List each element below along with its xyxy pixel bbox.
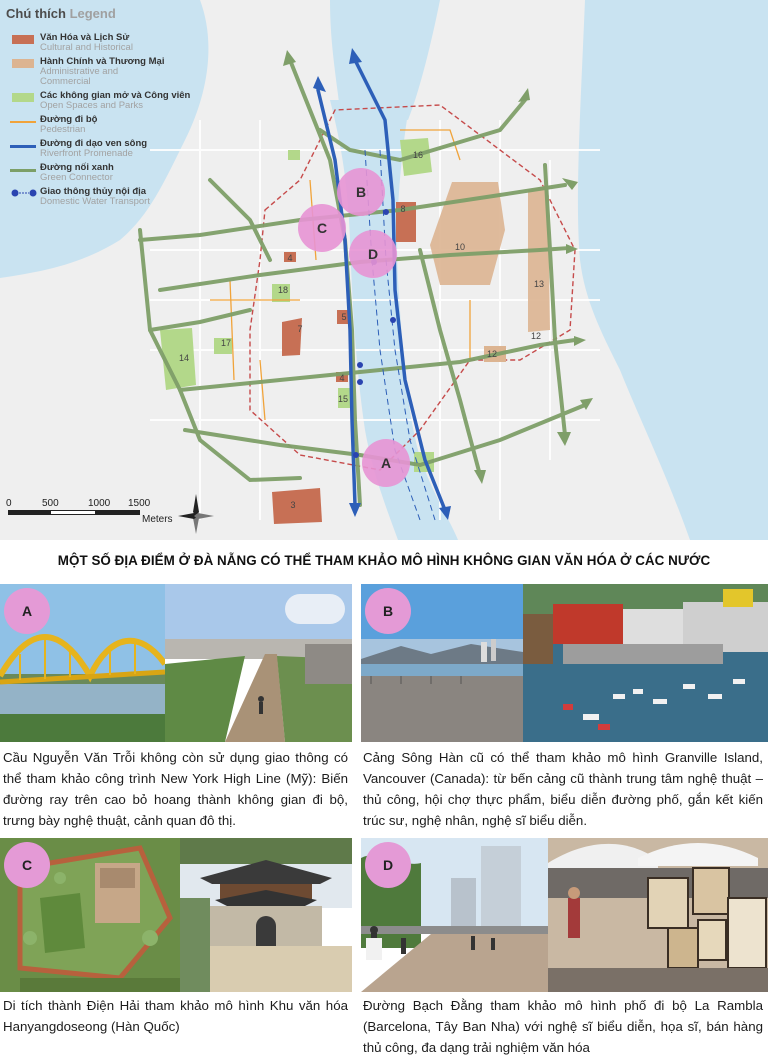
caption-a: Cầu Nguyễn Văn Trỗi không còn sử dụng giao thông có thể tham khảo công trình New York High Line (Mỹ): Biến đường ray trên cao bỏ hoang thành không gian đi bộ, trưng bày nghệ thuật, cảnh quan đô thị. [3,750,348,828]
zone-label: 10 [454,242,466,252]
site-marker-d[interactable] [349,230,397,278]
legend-item-cultural: Văn Hóa và Lịch Sử Cultural and Historical [6,33,196,53]
legend-item-green-connector: Đường nối xanh Green Connector [6,163,196,183]
card-c-photos [0,838,352,992]
badge-b: B [365,588,411,634]
caption-c: Di tích thành Điện Hải tham khảo mô hình Khu văn hóa Hanyangdoseong (Hàn Quốc) [3,998,348,1034]
legend-title: Chú thích Legend [6,6,116,21]
card-b-photos [361,584,768,742]
zone-label: 12 [530,331,542,341]
swatch-open-spaces [12,93,34,102]
badge-c: C [4,842,50,888]
photo-hanyangdoseong [180,838,352,992]
svg-text:C: C [316,220,328,236]
badge-a: A [4,588,50,634]
scale-seg [96,510,140,515]
zone-label: 16 [412,150,424,160]
caption-d: Đường Bạch Đằng tham khảo mô hình phố đi bộ La Rambla (Barcelona, Tây Ban Nha) với nghệ sĩ biểu diễn, họa sĩ, bán hàng thủ công, đa dạng trải nghiệm văn hóa [363,998,763,1055]
svg-text:B: B [355,184,367,200]
section-heading: MỘT SỐ ĐỊA ĐIỂM Ở ĐÀ NẴNG CÓ THỂ THAM KHẢO MÔ HÌNH KHÔNG GIAN VĂN HÓA Ở CÁC NƯỚC [57,553,711,568]
scale-seg [8,510,50,515]
zone-label: 18 [277,285,289,295]
card-d-photos [361,838,768,992]
zone-label: 4 [287,253,293,263]
legend-item-riverfront: Đường đi dạo ven sông Riverfront Promenade [6,139,196,159]
zone-label: 13 [533,279,545,289]
badge-d: D [365,842,411,888]
caption-b: Cảng Sông Hàn cũ có thể tham khảo mô hình Granville Island, Vancouver (Canada): từ bến cảng cũ thành trung tâm nghệ thuật – thủ công, hội chợ thực phẩm, biểu diễn đường phố, gắn kết kiến trúc sư, nghệ nhân, nghệ sĩ biểu diễn. [363,750,763,828]
line-green-connector [10,169,36,172]
photo-granville-island [523,584,768,742]
swatch-administrative [12,59,34,68]
photo-high-line [165,584,352,742]
line-pedestrian [10,121,36,123]
line-riverfront [10,145,36,148]
dots-water-transport [10,188,38,198]
zone-label: 14 [178,353,190,363]
site-marker-b[interactable] [337,168,385,216]
legend-item-administrative: Hành Chính và Thương Mại Administrative and Commercial [6,57,196,87]
legend-item-pedestrian: Đường đi bộ Pedestrian [6,115,196,135]
zone-label: 12 [486,349,498,359]
zone-label: 7 [297,324,303,334]
photo-la-rambla-artists [548,838,768,992]
zone-label: 4 [339,373,345,383]
svg-text:A: A [380,455,392,471]
scale-seg [50,510,96,515]
map-legend [6,6,196,211]
zone-label: 5 [341,312,347,322]
north-arrow-icon [176,492,216,536]
scale-bar: 0 500 1000 1500 Meters [6,498,173,525]
zone-label: 8 [400,204,406,214]
legend-item-open-spaces: Các không gian mở và Công viên Open Spaces and Parks [6,91,196,111]
svg-text:D: D [367,246,379,262]
site-marker-c[interactable] [298,204,346,252]
zone-label: 15 [337,394,349,404]
site-marker-a[interactable] [362,439,410,487]
swatch-cultural [12,35,34,44]
zone-label: 17 [220,338,232,348]
zone-label: 3 [290,500,296,510]
legend-item-water-transport: Giao thông thủy nội địa Domestic Water Transport [6,187,196,207]
card-a-photos [0,584,352,742]
